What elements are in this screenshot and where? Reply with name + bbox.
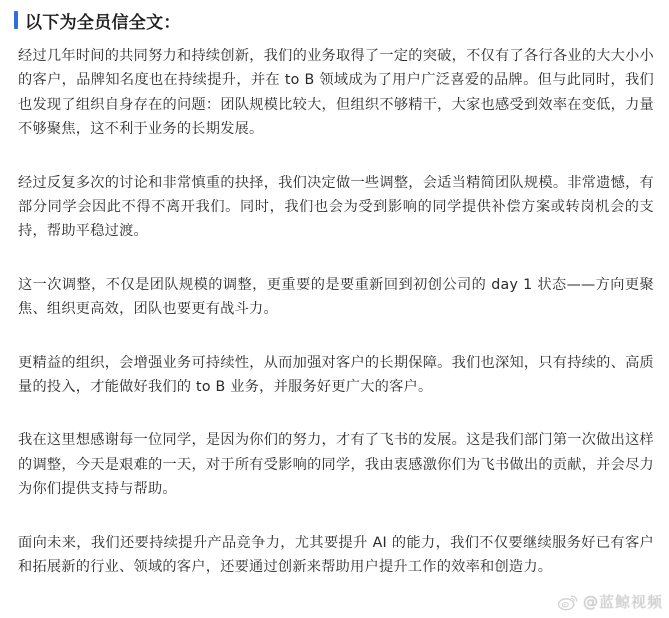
document-header (14, 8, 181, 32)
weibo-icon (557, 593, 579, 611)
accent-bar (14, 11, 18, 29)
page-title: 以下为全员信全文： (25, 12, 181, 33)
letter-body (18, 44, 654, 609)
paragraph-2: 经过反复多次的讨论和非常慎重的抉择，我们决定做一些调整，会适当精简团队规模。非常遗憾，有部分同学会因此不得不离开我们。同时，我们也会为受到影响的同学提供补偿方案或转岗机会的支持，帮助平稳过渡。 (18, 174, 654, 240)
paragraph-3: 这一次调整，不仅是团队规模的调整，更重要的是要重新回到初创公司的 day 1 状态——方向更聚焦、组织更高效，团队也要更有战斗力。 (18, 276, 654, 318)
paragraph-6: 面向未来，我们还要持续提升产品竞争力，尤其要提升 AI 的能力，我们不仅要继续服务好已有客户和拓展新的行业、领域的客户，还要通过创新来帮助用户提升工作的效率和创造力。 (18, 534, 654, 576)
paragraph-4: 更精益的组织，会增强业务可持续性，从而加强对客户的长期保障。我们也深知，只有持续的、高质量的投入，才能做好我们的 to B 业务，并服务好更广大的客户。 (18, 354, 654, 396)
watermark (557, 591, 663, 612)
watermark-text: @蓝鲸视频 (582, 593, 663, 611)
paragraph-1: 经过几年时间的共同努力和持续创新，我们的业务取得了一定的突破，不仅有了各行各业的大大小小的客户，品牌知名度也在持续提升，并在 to B 领域成为了用户广泛喜爱的品牌。但与此同时，我们也发现了组织自身存在的问题：团队规模比较大，但组织不够精干，大家也感受到效率在变低，力量不够聚焦，这不利于业务的长期发展。 (18, 48, 654, 138)
paragraph-5: 我在这里想感谢每一位同学，是因为你们的努力，才有了飞书的发展。这是我们部门第一次做出这样的调整，今天是艰难的一天，对于所有受影响的同学，我由衷感激你们为飞书做出的贡献，并会尽力为你们提供支持与帮助。 (18, 432, 654, 498)
